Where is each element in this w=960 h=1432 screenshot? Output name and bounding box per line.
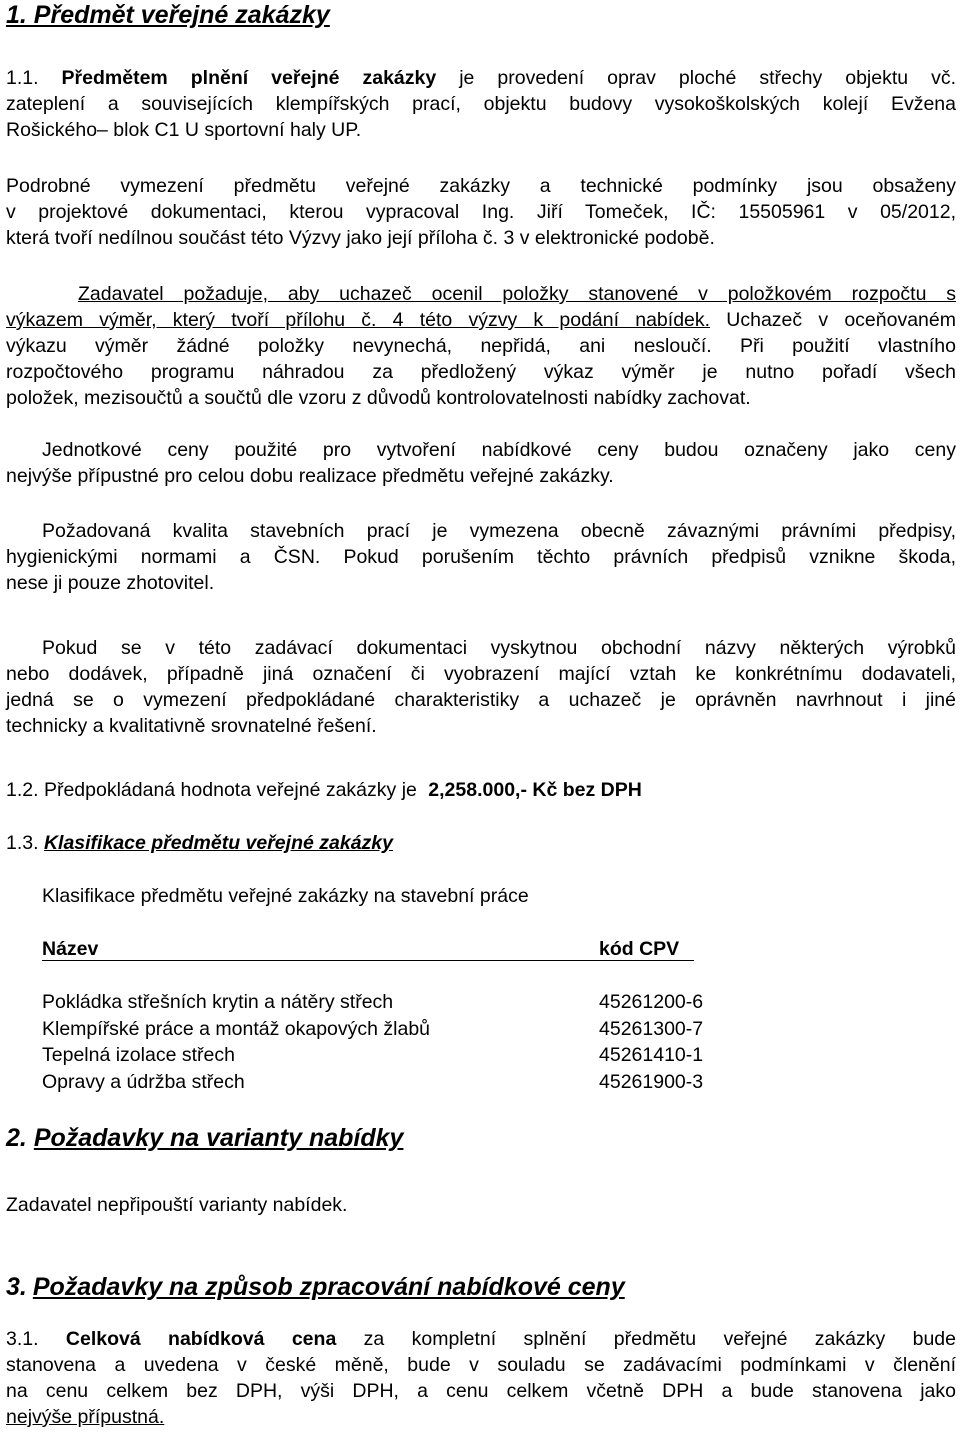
cpv-row-code: 45261900-3 <box>599 1070 704 1093</box>
section-3-heading-text: Požadavky na způsob zpracování nabídkové ceny <box>32 1273 625 1301</box>
section-3-1-label: Celková nabídková cena <box>65 1328 337 1350</box>
table-row <box>0 1016 960 1042</box>
paragraph-kvalita-line-1: Požadovaná kvalita stavebních prací je vymezena obecně závaznými právními předpisy, <box>42 520 956 542</box>
paragraph-zadavatel-text-2-underlined: výkazem výměr, který tvoří přílohu č. 4 této výzvy k podání nabídek. <box>6 309 711 331</box>
cpv-row-code: 45261200-6 <box>599 991 704 1013</box>
section-1-1-label: Předmětem plnění veřejné zakázky <box>61 67 437 89</box>
section-1-2-label: Předpokládaná hodnota veřejné zakázky je <box>43 779 417 801</box>
section-1-1-text: je provedení oprav ploché střechy objektu vč. <box>459 67 957 89</box>
paragraph-nazvy-line-4: technicky a kvalitativně srovnatelné řešení. <box>6 715 377 737</box>
section-3-heading <box>6 1272 956 1302</box>
paragraph-kvalita-line-3: nese ji pouze zhotovitel. <box>6 572 215 594</box>
classification-intro: Klasifikace předmětu veřejné zakázky na stavební práce <box>42 885 529 907</box>
section-1-heading <box>6 0 956 30</box>
paragraph-detail-line-2: v projektové dokumentaci, kterou vypracoval Ing. Jiří Tomeček, IČ: 15505961 v 05/2012, <box>6 201 956 223</box>
section-2-heading <box>6 1123 956 1153</box>
section-1-3-label: Klasifikace předmětu veřejné zakázky <box>43 832 393 854</box>
section-1-heading-text: 1. Předmět veřejné zakázky <box>6 1 330 29</box>
paragraph-zadavatel-line-4: rozpočtového programu náhradou za předložený výkaz výměr je nutno pořadí všech <box>6 361 956 383</box>
section-1-1-line-3: Rošického– blok C1 U sportovní haly UP. <box>6 119 362 141</box>
cpv-row-name: Opravy a údržba střech <box>42 1070 245 1093</box>
section-3-1-text-4: nejvýše přípustná. <box>6 1406 165 1428</box>
section-1-3-number: 1.3. <box>6 832 39 854</box>
paragraph-zadavatel-line-2 <box>6 307 956 333</box>
section-2-heading-text: Požadavky na varianty nabídky <box>33 1124 404 1152</box>
paragraph-detail-line-3: která tvoří nedílnou součást této Výzvy jako její příloha č. 3 v elektronické podobě. <box>6 227 715 249</box>
section-3-1-line-4 <box>6 1404 956 1430</box>
section-2-number: 2. <box>6 1124 27 1152</box>
cpv-header-name: Název <box>42 938 99 960</box>
section-3-number: 3. <box>6 1273 27 1301</box>
paragraph-zadavatel-line-3: výkazu výměr žádné položky nevynechá, nepřidá, ani nesloučí. Při použití vlastního <box>6 335 956 357</box>
estimated-value: 2,258.000,- Kč bez DPH <box>428 779 642 801</box>
section-1-3-heading <box>6 830 956 856</box>
cpv-row-code: 45261410-1 <box>599 1044 704 1066</box>
section-1-2 <box>6 777 956 803</box>
paragraph-zadavatel-line-1 <box>6 281 956 307</box>
cpv-header-underline <box>42 960 694 961</box>
section-3-1-number: 3.1. <box>6 1328 39 1350</box>
paragraph-kvalita-line-2: hygienickými normami a ČSN. Pokud porušením těchto právních předpisů vznikne škoda, <box>6 546 956 568</box>
paragraph-ceny-line-1: Jednotkové ceny použité pro vytvoření nabídkové ceny budou označeny jako ceny <box>42 439 956 461</box>
section-1-1-line-1 <box>6 65 956 91</box>
paragraph-zadavatel-text-2: Uchazeč v oceňovaném <box>726 309 956 331</box>
cpv-row-name: Klempířské práce a montáž okapových žlabů <box>42 1017 431 1040</box>
cpv-row-code: 45261300-7 <box>599 1017 704 1040</box>
section-3-1-line-2: stanovena a uvedena v české měně, bude v souladu se zadávacími podmínkami v členění <box>6 1354 956 1376</box>
table-row <box>0 989 960 1015</box>
paragraph-nazvy-line-2: nebo dodávek, případně jiná označení či vyobrazení mající vztah ke konkrétnímu dodavateli, <box>6 663 956 685</box>
table-row <box>0 1069 960 1095</box>
paragraph-zadavatel-line-5: položek, mezisoučtů a součtů dle vzoru z důvodů kontrolovatelnosti nabídky zachovat. <box>6 387 751 409</box>
cpv-header-code: kód CPV <box>599 938 680 960</box>
cpv-table-body <box>0 989 960 1099</box>
cpv-row-name: Tepelná izolace střech <box>42 1044 235 1066</box>
section-1-1-number: 1.1. <box>6 67 39 89</box>
section-3-1-line-1 <box>6 1326 956 1352</box>
section-3-1-line-3: na cenu celkem bez DPH, výši DPH, a cenu celkem včetně DPH a bude stanovena jako <box>6 1380 956 1402</box>
cpv-table-header <box>0 936 960 966</box>
section-3-1-text: za kompletní splnění předmětu veřejné zakázky bude <box>363 1328 956 1350</box>
section-2-text: Zadavatel nepřipouští varianty nabídek. <box>6 1194 348 1216</box>
paragraph-nazvy-line-3: jedná se o vymezení předpokládané charakteristiky a uchazeč je oprávněn navrhnout i jiné <box>6 689 956 711</box>
paragraph-detail-line-1: Podrobné vymezení předmětu veřejné zakázky a technické podmínky jsou obsaženy <box>6 175 956 197</box>
section-1-2-number: 1.2. <box>6 779 39 801</box>
table-row <box>0 1042 960 1068</box>
cpv-row-name: Pokládka střešních krytin a nátěry střech <box>42 991 394 1013</box>
paragraph-nazvy-line-1: Pokud se v této zadávací dokumentaci vyskytnou obchodní názvy některých výrobků <box>42 637 956 659</box>
paragraph-zadavatel-text-1: Zadavatel požaduje, aby uchazeč ocenil položky stanovené v položkovém rozpočtu s <box>78 283 956 305</box>
paragraph-ceny-line-2: nejvýše přípustné pro celou dobu realizace předmětu veřejné zakázky. <box>6 465 614 487</box>
section-1-1-line-2: zateplení a souvisejících klempířských prací, objektu budovy vysokoškolských kolejí Evžena <box>6 93 956 115</box>
